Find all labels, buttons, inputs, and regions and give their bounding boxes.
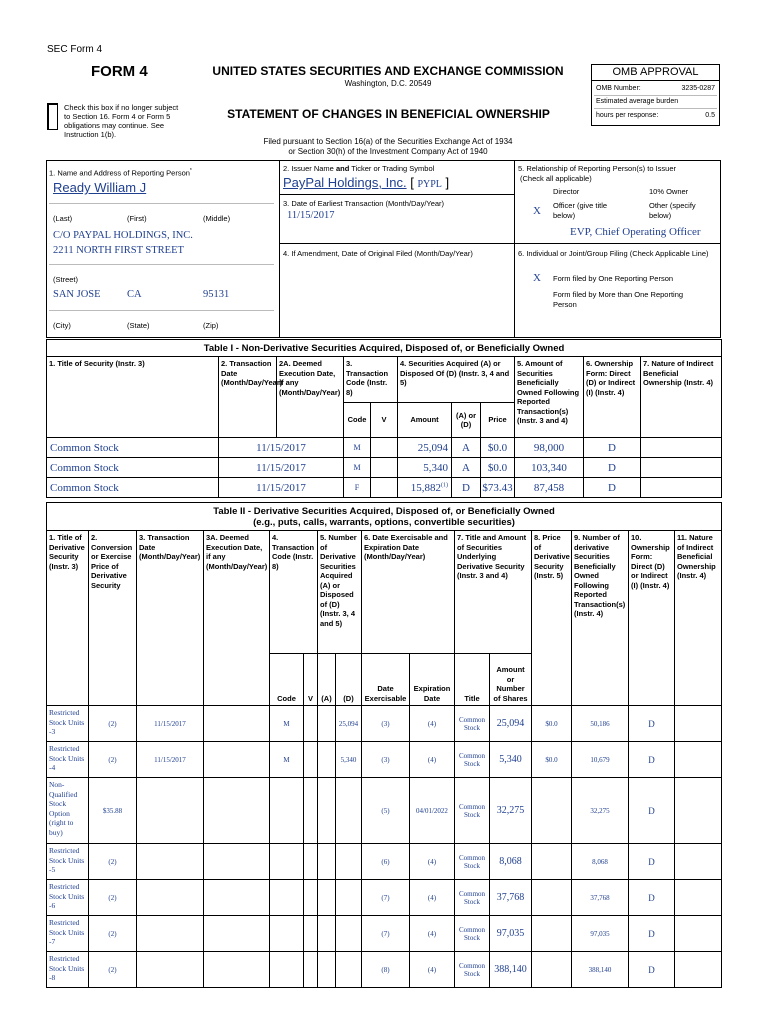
t1-sub-ad: (A) or (D) bbox=[452, 403, 481, 438]
t1-header-code: 3. Transaction Code (Instr. 8) bbox=[344, 357, 398, 403]
t2-row1-title: Restricted Stock Units -3 bbox=[47, 706, 89, 742]
t2-row2-owned: 10,679 bbox=[572, 742, 629, 778]
t1-sub-v: V bbox=[371, 403, 398, 438]
t2-row5-d bbox=[336, 880, 362, 916]
table-row bbox=[47, 458, 722, 478]
box6-label: 6. Individual or Joint/Group Filing (Check Applicable Line) bbox=[518, 249, 709, 258]
t2-sub-amount-shares: Amount or Number of Shares bbox=[490, 654, 532, 706]
t2-row3-shares: 32,275 bbox=[490, 778, 532, 844]
issuer-name-link[interactable]: PayPal Holdings, Inc. bbox=[283, 175, 407, 190]
t1-row1-amount-value: 25,094 bbox=[417, 441, 448, 454]
t2-row6-v bbox=[304, 916, 318, 952]
table-row bbox=[47, 438, 722, 458]
t2-row3-v bbox=[304, 778, 318, 844]
t2-row5-price bbox=[532, 880, 572, 916]
t2-row1-v bbox=[304, 706, 318, 742]
table2-title-line1: Table II - Derivative Securities Acquired, Disposed of, or Beneficially Owned bbox=[213, 505, 555, 517]
t2-row4-nature bbox=[675, 844, 722, 880]
director-label: Director bbox=[553, 187, 580, 196]
box3-label: 3. Date of Earliest Transaction (Month/Day/Year) bbox=[283, 199, 445, 208]
t2-row6-deemed bbox=[204, 916, 270, 952]
t2-row2-shares: 5,340 bbox=[490, 742, 532, 778]
ten-percent-owner-label: 10% Owner bbox=[649, 187, 689, 196]
t2-row3-owned: 32,275 bbox=[572, 778, 629, 844]
t1-sub-price: Price bbox=[481, 403, 515, 438]
table-non-derivative bbox=[46, 339, 722, 498]
t2-row5-deemed bbox=[204, 880, 270, 916]
t1-row2-code: M bbox=[344, 458, 371, 478]
t2-row7-d bbox=[336, 952, 362, 988]
table-row bbox=[47, 880, 722, 916]
first-label: (First) bbox=[127, 214, 147, 223]
more-persons-label: Form filed by More than One Reporting Person bbox=[553, 290, 684, 309]
t2-row2-nature bbox=[675, 742, 722, 778]
t2-row6-price bbox=[532, 916, 572, 952]
t2-row5-form: D bbox=[629, 880, 675, 916]
t1-row1-v bbox=[371, 438, 398, 458]
t2-row3-code bbox=[270, 778, 304, 844]
t2-row5-utitle: Common Stock bbox=[455, 880, 490, 916]
t2-header-nature: 11. Nature of Indirect Beneficial Ownership (Instr. 4) bbox=[675, 531, 722, 706]
t2-row2-deemed bbox=[204, 742, 270, 778]
t1-row1-date: 11/15/2017 bbox=[219, 438, 344, 458]
t1-sub-code: Code bbox=[344, 403, 371, 438]
t1-header-deemed: 2A. Deemed Execution Date, if any (Month/Day/Year) bbox=[277, 357, 344, 438]
address-line-1: C/O PAYPAL HOLDINGS, INC. bbox=[53, 230, 193, 241]
t1-header-owned: 5. Amount of Securities Beneficially Owned Following Reported Transaction(s) (Instr. 3 and 4) bbox=[515, 357, 584, 438]
t2-row6-shares: 97,035 bbox=[490, 916, 532, 952]
filed-line-1: Filed pursuant to Section 16(a) of the Securities Exchange Act of 1934 bbox=[263, 137, 513, 146]
t2-row2-d: 5,340 bbox=[336, 742, 362, 778]
t2-row1-ex: (3) bbox=[362, 706, 410, 742]
t1-row2-title: Common Stock bbox=[47, 458, 219, 478]
t1-header-title: 1. Title of Security (Instr. 3) bbox=[47, 357, 219, 438]
box5-label bbox=[518, 164, 716, 184]
other-label: Other (specify below) bbox=[649, 201, 696, 220]
omb-title: OMB APPROVAL bbox=[592, 65, 719, 81]
bracket-open: [ bbox=[410, 175, 414, 190]
t2-row4-date bbox=[137, 844, 204, 880]
state-label: (State) bbox=[127, 321, 150, 330]
t2-row5-ex: (7) bbox=[362, 880, 410, 916]
t2-row6-exp: (4) bbox=[410, 916, 455, 952]
t1-header-securities: 4. Securities Acquired (A) or Disposed Of (D) (Instr. 3, 4 and 5) bbox=[398, 357, 515, 403]
t2-header-title: 1. Title of Derivative Security (Instr. 3) bbox=[47, 531, 89, 706]
no-longer-subject-checkbox[interactable] bbox=[47, 103, 58, 130]
reporting-person-name[interactable]: Ready William J bbox=[53, 180, 147, 195]
t2-row7-form: D bbox=[629, 952, 675, 988]
t2-row6-d bbox=[336, 916, 362, 952]
table-row bbox=[47, 916, 722, 952]
t2-row6-ex: (7) bbox=[362, 916, 410, 952]
omb-number-value: 3235-0287 bbox=[681, 85, 715, 92]
table1-title: Table I - Non-Derivative Securities Acquired, Disposed of, or Beneficially Owned bbox=[47, 340, 722, 357]
t2-row7-code bbox=[270, 952, 304, 988]
t2-header-date: 3. Transaction Date (Month/Day/Year) bbox=[137, 531, 204, 706]
t1-row1-title: Common Stock bbox=[47, 438, 219, 458]
t1-row2-ad: A bbox=[452, 458, 481, 478]
box2-label-pre: 2. Issuer Name bbox=[283, 164, 336, 173]
t2-row4-deemed bbox=[204, 844, 270, 880]
checkbox-instructions: Check this box if no longer subject to Section 16. Form 4 or Form 5 obligations may continue. See Instruction 1(b). bbox=[64, 103, 179, 139]
t1-row1-code: M bbox=[344, 438, 371, 458]
t2-row3-utitle: Common Stock bbox=[455, 778, 490, 844]
t1-row2-amount-value: 5,340 bbox=[423, 461, 448, 474]
t1-row3-title: Common Stock bbox=[47, 478, 219, 498]
t2-row6-conv: (2) bbox=[89, 916, 137, 952]
table-row bbox=[47, 844, 722, 880]
t2-row2-code: M bbox=[270, 742, 304, 778]
omb-hours-label: hours per response: bbox=[596, 112, 659, 119]
t2-row1-exp: (4) bbox=[410, 706, 455, 742]
t2-row7-exp: (4) bbox=[410, 952, 455, 988]
t2-row5-v bbox=[304, 880, 318, 916]
t2-row6-a bbox=[318, 916, 336, 952]
t2-row4-owned: 8,068 bbox=[572, 844, 629, 880]
officer-label: Officer (give title below) bbox=[553, 201, 608, 220]
t1-row1-price: $0.0 bbox=[481, 438, 515, 458]
t2-row5-exp: (4) bbox=[410, 880, 455, 916]
t1-row2-amount bbox=[398, 458, 452, 478]
t1-row1-owned: 98,000 bbox=[515, 438, 584, 458]
t2-row6-owned: 97,035 bbox=[572, 916, 629, 952]
omb-number-label: OMB Number: bbox=[596, 85, 641, 92]
table-row bbox=[47, 778, 722, 844]
t2-row5-owned: 37,768 bbox=[572, 880, 629, 916]
t2-sub-title: Title bbox=[455, 654, 490, 706]
table-row bbox=[47, 478, 722, 498]
commission-title: UNITED STATES SECURITIES AND EXCHANGE COMMISSION bbox=[212, 64, 564, 78]
t1-row2-form: D bbox=[584, 458, 641, 478]
zip-value: 95131 bbox=[203, 289, 230, 300]
t2-row7-owned: 388,140 bbox=[572, 952, 629, 988]
t2-row5-a bbox=[318, 880, 336, 916]
t2-row4-conv: (2) bbox=[89, 844, 137, 880]
one-person-label: Form filed by One Reporting Person bbox=[553, 274, 674, 283]
t1-row3-nature bbox=[641, 478, 722, 498]
address-line-2: 2211 NORTH FIRST STREET bbox=[53, 245, 184, 256]
t1-row3-form: D bbox=[584, 478, 641, 498]
t2-row7-conv: (2) bbox=[89, 952, 137, 988]
t2-header-price: 8. Price of Derivative Security (Instr. 5) bbox=[532, 531, 572, 706]
t2-row2-form: D bbox=[629, 742, 675, 778]
box5-label-text: 5. Relationship of Reporting Person(s) to Issuer bbox=[518, 164, 676, 173]
t2-row4-code bbox=[270, 844, 304, 880]
t2-row7-nature bbox=[675, 952, 722, 988]
table-row bbox=[47, 706, 722, 742]
t2-row3-date bbox=[137, 778, 204, 844]
omb-approval-box bbox=[591, 64, 720, 126]
t1-row3-date: 11/15/2017 bbox=[219, 478, 344, 498]
t2-header-exercisable: 6. Date Exercisable and Expiration Date (Month/Day/Year) bbox=[362, 531, 455, 654]
t2-row3-title: Non-Qualified Stock Option (right to buy) bbox=[47, 778, 89, 844]
t2-row1-price: $0.0 bbox=[532, 706, 572, 742]
bracket-close: ] bbox=[445, 175, 450, 190]
form-title: FORM 4 bbox=[91, 63, 148, 80]
box2-label-post: Ticker or Trading Symbol bbox=[349, 164, 435, 173]
t2-row7-deemed bbox=[204, 952, 270, 988]
t1-header-date: 2. Transaction Date (Month/Day/Year) bbox=[219, 357, 277, 438]
t2-row5-code bbox=[270, 880, 304, 916]
t1-row1-form: D bbox=[584, 438, 641, 458]
zip-label: (Zip) bbox=[203, 321, 219, 330]
t2-sub-a: (A) bbox=[318, 654, 336, 706]
t1-header-form: 6. Ownership Form: Direct (D) or Indirect (I) (Instr. 4) bbox=[584, 357, 641, 438]
t2-row3-conv: $35.88 bbox=[89, 778, 137, 844]
t2-header-conversion: 2. Conversion or Exercise Price of Derivative Security bbox=[89, 531, 137, 706]
t1-row2-price: $0.0 bbox=[481, 458, 515, 478]
ticker-symbol: PYPL bbox=[417, 179, 442, 190]
t1-row3-code: F bbox=[344, 478, 371, 498]
t2-row7-v bbox=[304, 952, 318, 988]
t1-sub-amount: Amount bbox=[398, 403, 452, 438]
box1-label bbox=[49, 168, 192, 178]
t2-row2-a bbox=[318, 742, 336, 778]
t2-row5-date bbox=[137, 880, 204, 916]
t2-row4-price bbox=[532, 844, 572, 880]
t2-header-form: 10. Ownership Form: Direct (D) or Indirect (I) (Instr. 4) bbox=[629, 531, 675, 706]
box1-label-text: 1. Name and Address of Reporting Person bbox=[49, 168, 190, 178]
table2-title bbox=[47, 503, 722, 531]
t2-row4-a bbox=[318, 844, 336, 880]
table-row bbox=[47, 742, 722, 778]
t1-row2-v bbox=[371, 458, 398, 478]
t2-header-owned: 9. Number of derivative Securities Beneficially Owned Following Reported Transaction(s) (Instr. 4) bbox=[572, 531, 629, 706]
t2-sub-v: V bbox=[304, 654, 318, 706]
t2-row2-exp: (4) bbox=[410, 742, 455, 778]
t1-row2-nature bbox=[641, 458, 722, 478]
t2-row7-price bbox=[532, 952, 572, 988]
t1-row1-ad: A bbox=[452, 438, 481, 458]
last-label: (Last) bbox=[53, 214, 73, 223]
t2-row6-nature bbox=[675, 916, 722, 952]
t2-row2-price: $0.0 bbox=[532, 742, 572, 778]
t2-row1-code: M bbox=[270, 706, 304, 742]
t2-row2-date: 11/15/2017 bbox=[137, 742, 204, 778]
table-row bbox=[47, 952, 722, 988]
city-value: SAN JOSE bbox=[53, 289, 101, 300]
one-person-x-mark: X bbox=[533, 272, 541, 284]
t2-header-deemed: 3A. Deemed Execution Date, if any (Month/Day/Year) bbox=[204, 531, 270, 706]
t2-row3-ex: (5) bbox=[362, 778, 410, 844]
t2-row3-d bbox=[336, 778, 362, 844]
t2-row7-date bbox=[137, 952, 204, 988]
t2-row2-utitle: Common Stock bbox=[455, 742, 490, 778]
t2-row5-title: Restricted Stock Units -6 bbox=[47, 880, 89, 916]
t2-row1-nature bbox=[675, 706, 722, 742]
t2-row1-date: 11/15/2017 bbox=[137, 706, 204, 742]
box4-label: 4. If Amendment, Date of Original Filed (Month/Day/Year) bbox=[283, 249, 473, 258]
t2-sub-date-ex: Date Exercisable bbox=[362, 654, 410, 706]
middle-label: (Middle) bbox=[203, 214, 231, 223]
t2-row4-d bbox=[336, 844, 362, 880]
t2-row2-conv: (2) bbox=[89, 742, 137, 778]
t2-row1-utitle: Common Stock bbox=[455, 706, 490, 742]
t2-row1-d: 25,094 bbox=[336, 706, 362, 742]
t2-row1-conv: (2) bbox=[89, 706, 137, 742]
issuer-line bbox=[283, 175, 449, 190]
t2-sub-code: Code bbox=[270, 654, 304, 706]
t2-row2-v bbox=[304, 742, 318, 778]
sec-form-label: SEC Form 4 bbox=[47, 44, 103, 55]
t2-sub-expiration: Expiration Date bbox=[410, 654, 455, 706]
filed-line-2: or Section 30(h) of the Investment Company Act of 1940 bbox=[288, 147, 488, 156]
t2-row4-exp: (4) bbox=[410, 844, 455, 880]
officer-x-mark: X bbox=[533, 205, 541, 217]
t2-header-number: 5. Number of Derivative Securities Acquired (A) or Disposed of (D) (Instr. 3, 4 and 5) bbox=[318, 531, 362, 654]
t1-header-nature: 7. Nature of Indirect Beneficial Ownership (Instr. 4) bbox=[641, 357, 722, 438]
t1-row2-owned: 103,340 bbox=[515, 458, 584, 478]
t2-row6-title: Restricted Stock Units -7 bbox=[47, 916, 89, 952]
officer-title: EVP, Chief Operating Officer bbox=[570, 226, 701, 238]
t2-row7-ex: (8) bbox=[362, 952, 410, 988]
t2-row7-shares: 388,140 bbox=[490, 952, 532, 988]
t2-row5-conv: (2) bbox=[89, 880, 137, 916]
t1-row3-amount-value: 15,882 bbox=[410, 481, 441, 494]
statement-title: STATEMENT OF CHANGES IN BENEFICIAL OWNERSHIP bbox=[227, 107, 550, 121]
t2-row1-owned: 50,186 bbox=[572, 706, 629, 742]
t2-row4-utitle: Common Stock bbox=[455, 844, 490, 880]
earliest-transaction-date: 11/15/2017 bbox=[287, 210, 335, 221]
box2-label-and: and bbox=[335, 164, 350, 173]
t2-row3-exp: 04/01/2022 bbox=[410, 778, 455, 844]
t2-header-underlying: 7. Title and Amount of Securities Underlying Derivative Security (Instr. 3 and 4) bbox=[455, 531, 532, 654]
t2-row4-shares: 8,068 bbox=[490, 844, 532, 880]
t2-row7-title: Restricted Stock Units -8 bbox=[47, 952, 89, 988]
t1-row3-owned: 87,458 bbox=[515, 478, 584, 498]
t2-row3-nature bbox=[675, 778, 722, 844]
t2-row4-title: Restricted Stock Units -5 bbox=[47, 844, 89, 880]
table2-title-line2: (e.g., puts, calls, warrants, options, convertible securities) bbox=[253, 516, 515, 528]
t2-row5-nature bbox=[675, 880, 722, 916]
t2-row4-form: D bbox=[629, 844, 675, 880]
omb-burden-label: Estimated average burden bbox=[596, 98, 679, 105]
box2-label bbox=[283, 164, 434, 173]
table-derivative bbox=[46, 502, 722, 988]
t2-row6-code bbox=[270, 916, 304, 952]
t2-row3-deemed bbox=[204, 778, 270, 844]
t2-row4-v bbox=[304, 844, 318, 880]
t2-row6-date bbox=[137, 916, 204, 952]
box1-asterisk: * bbox=[189, 168, 192, 174]
t1-row3-footnote: (1) bbox=[441, 481, 448, 488]
t1-row2-date: 11/15/2017 bbox=[219, 458, 344, 478]
t1-row3-amount bbox=[398, 478, 452, 498]
t2-row6-form: D bbox=[629, 916, 675, 952]
street-label: (Street) bbox=[53, 275, 79, 284]
t2-row6-utitle: Common Stock bbox=[455, 916, 490, 952]
t2-row3-a bbox=[318, 778, 336, 844]
t2-row1-shares: 25,094 bbox=[490, 706, 532, 742]
t1-row3-v bbox=[371, 478, 398, 498]
t1-row3-price: $73.43 bbox=[481, 478, 515, 498]
t2-row1-form: D bbox=[629, 706, 675, 742]
t2-row5-shares: 37,768 bbox=[490, 880, 532, 916]
t2-row3-price bbox=[532, 778, 572, 844]
t2-row7-utitle: Common Stock bbox=[455, 952, 490, 988]
commission-location: Washington, D.C. 20549 bbox=[344, 79, 432, 88]
t2-row2-title: Restricted Stock Units -4 bbox=[47, 742, 89, 778]
t2-sub-d: (D) bbox=[336, 654, 362, 706]
t1-row3-ad: D bbox=[452, 478, 481, 498]
state-value: CA bbox=[127, 289, 142, 300]
t1-row1-nature bbox=[641, 438, 722, 458]
filed-pursuant bbox=[198, 137, 578, 157]
t2-row1-a bbox=[318, 706, 336, 742]
t1-row1-amount bbox=[398, 438, 452, 458]
t2-row2-ex: (3) bbox=[362, 742, 410, 778]
t2-row1-deemed bbox=[204, 706, 270, 742]
t2-header-code: 4. Transaction Code (Instr. 8) bbox=[270, 531, 318, 654]
t2-row3-form: D bbox=[629, 778, 675, 844]
city-label: (City) bbox=[53, 321, 71, 330]
t2-row7-a bbox=[318, 952, 336, 988]
box5-sub: (Check all applicable) bbox=[520, 174, 592, 183]
t2-row4-ex: (6) bbox=[362, 844, 410, 880]
omb-hours-value: 0.5 bbox=[705, 112, 715, 119]
